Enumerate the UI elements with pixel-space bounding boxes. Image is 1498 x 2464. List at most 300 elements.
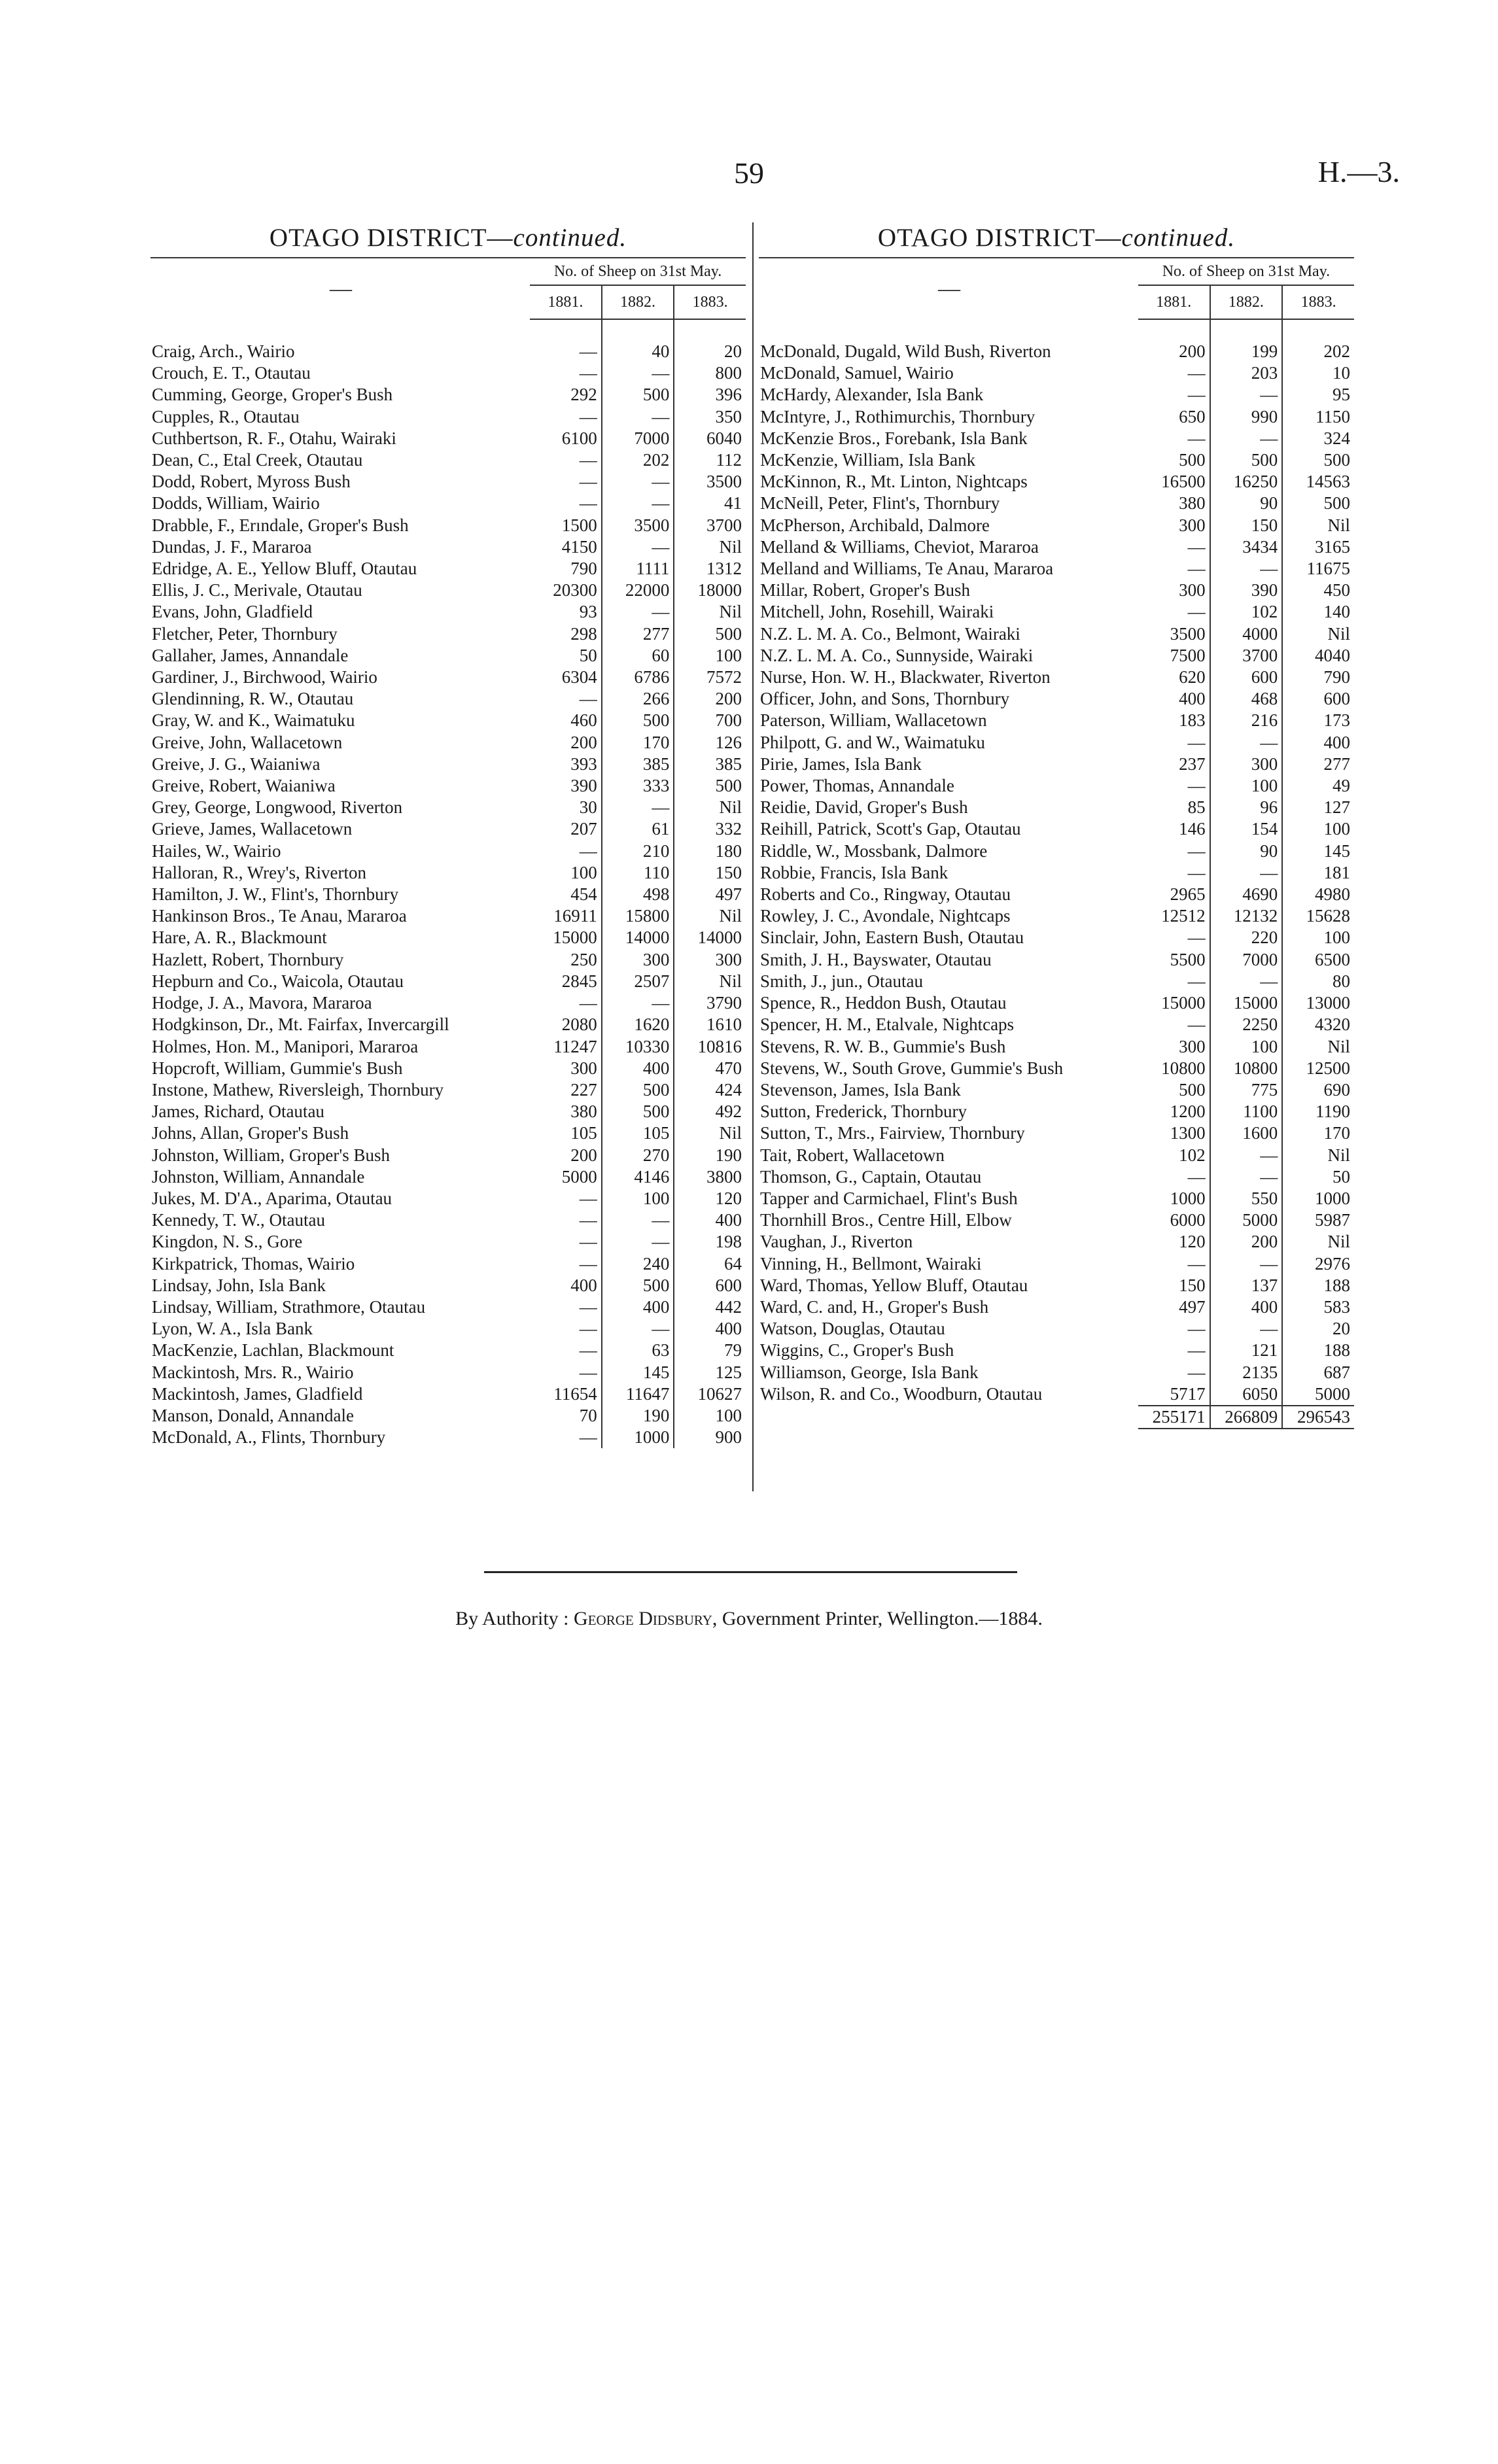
sheep-1882: 600 — [1210, 667, 1283, 688]
table-row — [759, 580, 1354, 601]
sheep-1881: — — [530, 1340, 602, 1361]
owner-name: Spence, R., Heddon Bush, Otautau — [760, 993, 1007, 1013]
sheep-1883: 198 — [715, 1232, 742, 1252]
sheep-1883: 500 — [1323, 493, 1350, 513]
sheep-1881: 1300 — [1138, 1122, 1210, 1144]
sheep-1881: 390 — [530, 775, 602, 797]
owner-name: Hazlett, Robert, Thornbury — [152, 949, 344, 969]
sheep-1881: — — [1138, 558, 1210, 580]
table-row — [150, 971, 746, 992]
sheep-1881: 250 — [530, 949, 602, 971]
owner-name: Cuthbertson, R. F., Otahu, Wairaki — [152, 428, 396, 448]
owner-name: Sinclair, John, Eastern Bush, Otautau — [760, 928, 1024, 948]
table-row — [759, 754, 1354, 775]
sheep-1882: 333 — [602, 775, 674, 797]
sheep-1883: 5000 — [1315, 1383, 1350, 1404]
sheep-1883: 700 — [715, 710, 742, 731]
owner-name: Riddle, W., Mossbank, Dalmore — [760, 841, 988, 861]
sheep-1881: 183 — [1138, 710, 1210, 731]
owner-name: McIntyre, J., Rothimurchis, Thornbury — [760, 406, 1036, 426]
sheep-1883: 492 — [715, 1102, 742, 1122]
table-row — [150, 927, 746, 948]
owner-name: Cupples, R., Otautau — [152, 406, 300, 426]
sheep-1881: 300 — [1138, 580, 1210, 601]
sheep-1882: 202 — [602, 449, 674, 471]
owner-name: Dodds, William, Wairio — [152, 493, 320, 513]
sheep-1881: — — [530, 1362, 602, 1383]
sheep-1882: 4690 — [1210, 884, 1283, 905]
owner-name: Reidie, David, Groper's Bush — [760, 797, 968, 818]
sheep-1881: 6304 — [530, 667, 602, 688]
sheep-1882: 90 — [1210, 841, 1283, 862]
sheep-1883: 385 — [715, 754, 742, 774]
table-row — [150, 1145, 746, 1166]
district-title-main: OTAGO DISTRICT— — [877, 224, 1122, 252]
sheep-1882: 154 — [1210, 818, 1283, 840]
sheep-1882: — — [1210, 971, 1283, 992]
sheep-1882: 500 — [602, 1079, 674, 1101]
sheep-1881: 4150 — [530, 536, 602, 558]
sheep-1883: 497 — [715, 884, 742, 905]
table-row — [150, 667, 746, 688]
sheep-1882: 11647 — [602, 1383, 674, 1405]
owner-name: Johns, Allan, Groper's Bush — [152, 1123, 349, 1143]
owner-name: Hopcroft, William, Gummie's Bush — [152, 1058, 403, 1078]
sheep-1883: 14563 — [1306, 472, 1350, 492]
table-row — [150, 1014, 746, 1035]
sheep-1882: 96 — [1210, 797, 1283, 818]
sheep-1882: 4000 — [1210, 623, 1283, 645]
sheep-1881: — — [530, 449, 602, 471]
sheep-1881: 30 — [530, 797, 602, 818]
sheep-1883: 4320 — [1315, 1015, 1350, 1035]
owner-name: Stevens, R. W. B., Gummie's Bush — [760, 1036, 1006, 1056]
table-row — [150, 1231, 746, 1253]
sheep-1882: 145 — [602, 1362, 674, 1383]
owner-name: Kirkpatrick, Thomas, Wairio — [152, 1253, 355, 1274]
table-row — [150, 1427, 746, 1448]
owner-name: Jukes, M. D'A., Aparima, Otautau — [152, 1188, 392, 1208]
table-row — [150, 623, 746, 645]
owner-name: Rowley, J. C., Avondale, Nightcaps — [760, 906, 1011, 926]
sheep-1881: 200 — [1138, 341, 1210, 362]
owner-name: Pirie, James, Isla Bank — [760, 754, 922, 774]
sheep-1881: 5717 — [1138, 1383, 1210, 1406]
owner-name: Dodd, Robert, Myross Bush — [152, 472, 351, 492]
sheep-1882: 170 — [602, 732, 674, 754]
sheep-1883: 400 — [1323, 732, 1350, 752]
sheep-1881: — — [530, 1427, 602, 1448]
table-row — [759, 775, 1354, 797]
sheep-1882: 6786 — [602, 667, 674, 688]
sheep-1882: — — [602, 493, 674, 514]
table-row — [150, 341, 746, 362]
sheep-1883: 396 — [715, 385, 742, 405]
sheep-1883: 100 — [715, 1405, 742, 1425]
table-row — [150, 1318, 746, 1340]
sheep-1881: — — [530, 341, 602, 362]
table-row — [759, 449, 1354, 471]
sheep-1881: 207 — [530, 818, 602, 840]
owner-name: Hodgkinson, Dr., Mt. Fairfax, Invercargill — [152, 1015, 449, 1035]
table-row — [759, 384, 1354, 406]
sheep-1881: 16911 — [530, 905, 602, 927]
owner-name: Lyon, W. A., Isla Bank — [152, 1319, 313, 1339]
sheep-1883: 3790 — [706, 993, 742, 1013]
owner-name: Lindsay, William, Strathmore, Otautau — [152, 1296, 426, 1317]
table-row — [150, 515, 746, 536]
sheep-1883: 64 — [724, 1253, 742, 1274]
sheep-1883: 500 — [1323, 450, 1350, 470]
owner-name: Halloran, R., Wrey's, Riverton — [152, 862, 366, 882]
district-title-main: OTAGO DISTRICT— — [269, 224, 514, 252]
owner-name: Hepburn and Co., Waicola, Otautau — [152, 971, 404, 991]
sheep-1883: 4980 — [1315, 884, 1350, 905]
sheep-1883: 190 — [715, 1145, 742, 1165]
sheep-1881: 7500 — [1138, 645, 1210, 667]
sheep-1882: 300 — [1210, 754, 1283, 775]
sheep-1881: — — [1138, 1014, 1210, 1035]
sheep-1882: 10330 — [602, 1036, 674, 1058]
sheep-1882: 1600 — [1210, 1122, 1283, 1144]
table-row — [150, 1296, 746, 1318]
table-row — [150, 493, 746, 514]
sheep-1881: 380 — [1138, 493, 1210, 514]
sheep-1881: — — [530, 406, 602, 428]
sheep-1882: — — [1210, 732, 1283, 754]
sheep-1883: Nil — [719, 971, 742, 991]
sheep-1882: — — [1210, 384, 1283, 406]
owner-name: Kennedy, T. W., Otautau — [152, 1210, 325, 1230]
sheep-1883: Nil — [719, 536, 742, 557]
table-row — [150, 580, 746, 601]
sheep-1881: — — [530, 362, 602, 384]
sheep-1882: 4146 — [602, 1166, 674, 1188]
table-row — [150, 449, 746, 471]
table-row — [150, 1209, 746, 1231]
sheep-1882: 1100 — [1210, 1101, 1283, 1122]
sheep-1882: — — [1210, 862, 1283, 884]
owner-name: Drabble, F., Erındale, Groper's Bush — [152, 515, 409, 535]
sheep-1882: 60 — [602, 645, 674, 667]
section-code: H.—3. — [1317, 155, 1400, 188]
table-row — [150, 841, 746, 862]
owner-name: Hamilton, J. W., Flint's, Thornbury — [152, 884, 399, 905]
sheep-1882: 105 — [602, 1122, 674, 1144]
sheep-1881: 1200 — [1138, 1101, 1210, 1122]
table-row — [759, 688, 1354, 710]
sheep-1881: — — [1138, 732, 1210, 754]
owner-name: Glendinning, R. W., Otautau — [152, 689, 354, 709]
sheep-1883: 1150 — [1315, 406, 1350, 426]
owner-name: Evans, John, Gladfield — [152, 602, 313, 622]
table-row — [759, 1122, 1354, 1144]
sheep-1883: 424 — [715, 1079, 742, 1100]
sheep-1882: 22000 — [602, 580, 674, 601]
sheep-1883: 6500 — [1315, 949, 1350, 969]
owner-name: Gallaher, James, Annandale — [152, 645, 349, 665]
sheep-1882: 550 — [1210, 1188, 1283, 1209]
sheep-1881: 500 — [1138, 449, 1210, 471]
sheep-1881: — — [1138, 1253, 1210, 1275]
sheep-1883: Nil — [1327, 623, 1350, 644]
owner-name: Manson, Donald, Annandale — [152, 1405, 354, 1425]
sheep-1883: 12500 — [1306, 1058, 1350, 1078]
sheep-1881: 300 — [530, 1058, 602, 1079]
sheep-1882: — — [602, 992, 674, 1014]
sheep-1883: Nil — [1327, 1145, 1350, 1165]
owner-name: Tait, Robert, Wallacetown — [760, 1145, 945, 1165]
sheep-1882: 400 — [1210, 1296, 1283, 1318]
sheep-1881: 150 — [1138, 1275, 1210, 1296]
group-header: No. of Sheep on 31st May. — [530, 258, 746, 285]
sheep-1881: 300 — [1138, 1036, 1210, 1058]
sheep-1882: 400 — [602, 1058, 674, 1079]
table-row — [759, 1145, 1354, 1166]
sheep-1881: 16500 — [1138, 471, 1210, 493]
table-row — [759, 927, 1354, 948]
sheep-1881: — — [530, 1188, 602, 1209]
owner-name: Melland and Williams, Te Anau, Mararoa — [760, 559, 1054, 579]
owner-name: Wilson, R. and Co., Woodburn, Otautau — [760, 1384, 1043, 1404]
sheep-1881: 292 — [530, 384, 602, 406]
sheep-1882: 990 — [1210, 406, 1283, 428]
sheep-1883: 442 — [715, 1296, 742, 1317]
sheep-1881: — — [530, 1318, 602, 1340]
sheep-1883: 690 — [1323, 1079, 1350, 1100]
sheep-1881: — — [530, 1296, 602, 1318]
sheep-1882: — — [602, 536, 674, 558]
owner-name: Fletcher, Peter, Thornbury — [152, 623, 338, 644]
table-row — [759, 667, 1354, 688]
sheep-1883: 1000 — [1315, 1188, 1350, 1208]
owner-name: Greive, Robert, Waianiwa — [152, 776, 336, 796]
sheep-1881: 2845 — [530, 971, 602, 992]
owner-name: Stevens, W., South Grove, Gummie's Bush — [760, 1058, 1064, 1078]
sheep-1882: — — [602, 362, 674, 384]
sheep-1883: 140 — [1323, 602, 1350, 622]
table-row — [150, 1188, 746, 1209]
owner-name: Paterson, William, Wallacetown — [760, 710, 987, 731]
sheep-1881: — — [1138, 927, 1210, 948]
owner-name: N.Z. L. M. A. Co., Belmont, Wairaki — [760, 623, 1020, 644]
sheep-1883: 80 — [1333, 971, 1350, 991]
table-row — [150, 406, 746, 428]
sheep-1881: — — [1138, 1166, 1210, 1188]
sheep-1883: 1190 — [1315, 1102, 1350, 1122]
district-title-right — [759, 219, 1354, 257]
table-row — [150, 1253, 746, 1275]
table-row — [759, 949, 1354, 971]
sheep-1883: 100 — [1323, 928, 1350, 948]
owner-name: Roberts and Co., Ringway, Otautau — [760, 884, 1011, 905]
sheep-1882: — — [1210, 558, 1283, 580]
sheep-1881: — — [1138, 536, 1210, 558]
sheep-1882: 7000 — [602, 428, 674, 449]
sheep-1883: Nil — [719, 797, 742, 818]
left-table-body — [150, 319, 746, 1448]
sheep-1883: 180 — [715, 841, 742, 861]
sheep-1882: 3700 — [1210, 645, 1283, 667]
sheep-1883: 470 — [715, 1058, 742, 1078]
sheep-1882: 5000 — [1210, 1209, 1283, 1231]
sheep-1881: — — [530, 1209, 602, 1231]
year-header: 1882. — [1210, 285, 1283, 319]
sheep-1882: 121 — [1210, 1340, 1283, 1361]
sheep-1882: 498 — [602, 884, 674, 905]
sheep-1882: 6050 — [1210, 1383, 1283, 1406]
table-row — [150, 1036, 746, 1058]
sheep-1881: — — [1138, 362, 1210, 384]
owner-name: N.Z. L. M. A. Co., Sunnyside, Wairaki — [760, 645, 1034, 665]
owner-name: Watson, Douglas, Otautau — [760, 1319, 945, 1339]
sheep-1881: 200 — [530, 1145, 602, 1166]
table-row — [150, 905, 746, 927]
sheep-1881: — — [1138, 1362, 1210, 1383]
sheep-1883: 6040 — [706, 428, 742, 448]
sheep-1883: 332 — [715, 819, 742, 839]
owner-name: McPherson, Archibald, Dalmore — [760, 515, 990, 535]
sheep-1882: 102 — [1210, 601, 1283, 623]
sheep-1883: 100 — [1323, 819, 1350, 839]
table-row — [150, 1166, 746, 1188]
owner-name: McKinnon, R., Mt. Linton, Nightcaps — [760, 472, 1028, 492]
sheep-1883: 3700 — [706, 515, 742, 535]
table-row — [759, 645, 1354, 667]
table-row — [150, 1079, 746, 1101]
sheep-1881: 380 — [530, 1101, 602, 1122]
totals-label — [759, 1406, 1138, 1429]
owner-name: McKenzie, William, Isla Bank — [760, 450, 976, 470]
sheep-1882: 220 — [1210, 927, 1283, 948]
sheep-1881: — — [1138, 841, 1210, 862]
sheep-1883: 687 — [1323, 1362, 1350, 1382]
sheep-1883: 202 — [1323, 341, 1350, 361]
owner-name: Gardiner, J., Birchwood, Wairio — [152, 667, 377, 687]
table-row — [150, 862, 746, 884]
table-row — [759, 515, 1354, 536]
table-row — [150, 884, 746, 905]
table-row — [150, 362, 746, 384]
sheep-1881: — — [530, 992, 602, 1014]
sheep-1883: 188 — [1323, 1340, 1350, 1361]
table-row — [150, 428, 746, 449]
sheep-1881: 1500 — [530, 515, 602, 536]
table-row — [759, 1079, 1354, 1101]
sheep-1882: 203 — [1210, 362, 1283, 384]
table-row — [759, 884, 1354, 905]
sheep-1882: 216 — [1210, 710, 1283, 731]
sheep-1883: 4040 — [1315, 645, 1350, 665]
table-row — [150, 645, 746, 667]
sheep-1883: Nil — [719, 906, 742, 926]
owner-name: Mackintosh, Mrs. R., Wairio — [152, 1362, 354, 1382]
sheep-1881: 146 — [1138, 818, 1210, 840]
table-row — [759, 428, 1354, 449]
sheep-1883: 20 — [1333, 1319, 1350, 1339]
owner-name: Craig, Arch., Wairio — [152, 341, 295, 361]
printer-name: George Didsbury — [574, 1608, 712, 1629]
sheep-1883: 127 — [1323, 797, 1350, 818]
sheep-1882: — — [602, 601, 674, 623]
right-table-body — [759, 319, 1354, 1429]
table-row — [759, 1101, 1354, 1122]
owner-name: Wiggins, C., Groper's Bush — [760, 1340, 954, 1361]
sheep-1882: 12132 — [1210, 905, 1283, 927]
sheep-1881: 15000 — [1138, 992, 1210, 1014]
owner-name: Grey, George, Longwood, Riverton — [152, 797, 403, 818]
owner-name: Sutton, Frederick, Thornbury — [760, 1102, 967, 1122]
table-row — [759, 558, 1354, 580]
spacer-row — [150, 319, 746, 341]
table-row — [759, 710, 1354, 731]
sheep-1883: 15628 — [1306, 906, 1350, 926]
owner-name: Nurse, Hon. W. H., Blackwater, Riverton — [760, 667, 1051, 687]
sheep-1881: 3500 — [1138, 623, 1210, 645]
sheep-1881: — — [1138, 428, 1210, 449]
owner-name: Hodge, J. A., Mavora, Mararoa — [152, 993, 372, 1013]
sheep-1881: — — [530, 1253, 602, 1275]
sheep-1883: 600 — [1323, 689, 1350, 709]
owner-name: Instone, Mathew, Riversleigh, Thornbury — [152, 1079, 444, 1100]
owner-name: Spencer, H. M., Etalvale, Nightcaps — [760, 1015, 1015, 1035]
owner-name: Vaughan, J., Riverton — [760, 1232, 913, 1252]
sheep-1881: 6100 — [530, 428, 602, 449]
owner-name: Philpott, G. and W., Waimatuku — [760, 732, 985, 752]
table-row — [759, 406, 1354, 428]
sheep-1881: 200 — [530, 732, 602, 754]
table-row — [150, 775, 746, 797]
sheep-1882: 15000 — [1210, 992, 1283, 1014]
table-row — [759, 1296, 1354, 1318]
year-header: 1881. — [1138, 285, 1210, 319]
owner-name: Tapper and Carmichael, Flint's Bush — [760, 1188, 1018, 1208]
sheep-1883: 450 — [1323, 580, 1350, 600]
sheep-1882: 1620 — [602, 1014, 674, 1035]
sheep-1883: 41 — [724, 493, 742, 513]
table-row — [150, 754, 746, 775]
sheep-1883: 500 — [715, 776, 742, 796]
table-row — [150, 688, 746, 710]
sheep-1882: 200 — [1210, 1231, 1283, 1253]
sheep-1882: 3500 — [602, 515, 674, 536]
sheep-1881: — — [530, 471, 602, 493]
group-header: No. of Sheep on 31st May. — [1138, 258, 1354, 285]
sheep-1883: 170 — [1323, 1123, 1350, 1143]
table-row — [759, 471, 1354, 493]
sheep-1882: 190 — [602, 1405, 674, 1427]
sheep-1881: 237 — [1138, 754, 1210, 775]
sheep-1883: 13000 — [1306, 993, 1350, 1013]
owner-name: McKenzie Bros., Forebank, Isla Bank — [760, 428, 1028, 448]
spacer-row — [759, 319, 1354, 341]
table-row — [759, 971, 1354, 992]
sheep-1883: 173 — [1323, 710, 1350, 731]
table-row — [759, 841, 1354, 862]
sheep-1882: 40 — [602, 341, 674, 362]
district-title-cont: continued. — [1121, 224, 1236, 252]
owner-name: Gray, W. and K., Waimatuku — [152, 710, 355, 731]
sheep-1882: — — [602, 1231, 674, 1253]
sheep-1882: 2507 — [602, 971, 674, 992]
sheep-1882: 1111 — [602, 558, 674, 580]
owner-name: Hailes, W., Wairio — [152, 841, 281, 861]
sheep-1881: 102 — [1138, 1145, 1210, 1166]
sheep-1883: 10627 — [697, 1383, 742, 1404]
sheep-1881: 120 — [1138, 1231, 1210, 1253]
sheep-1883: Nil — [1327, 1232, 1350, 1252]
sheep-1881: 393 — [530, 754, 602, 775]
